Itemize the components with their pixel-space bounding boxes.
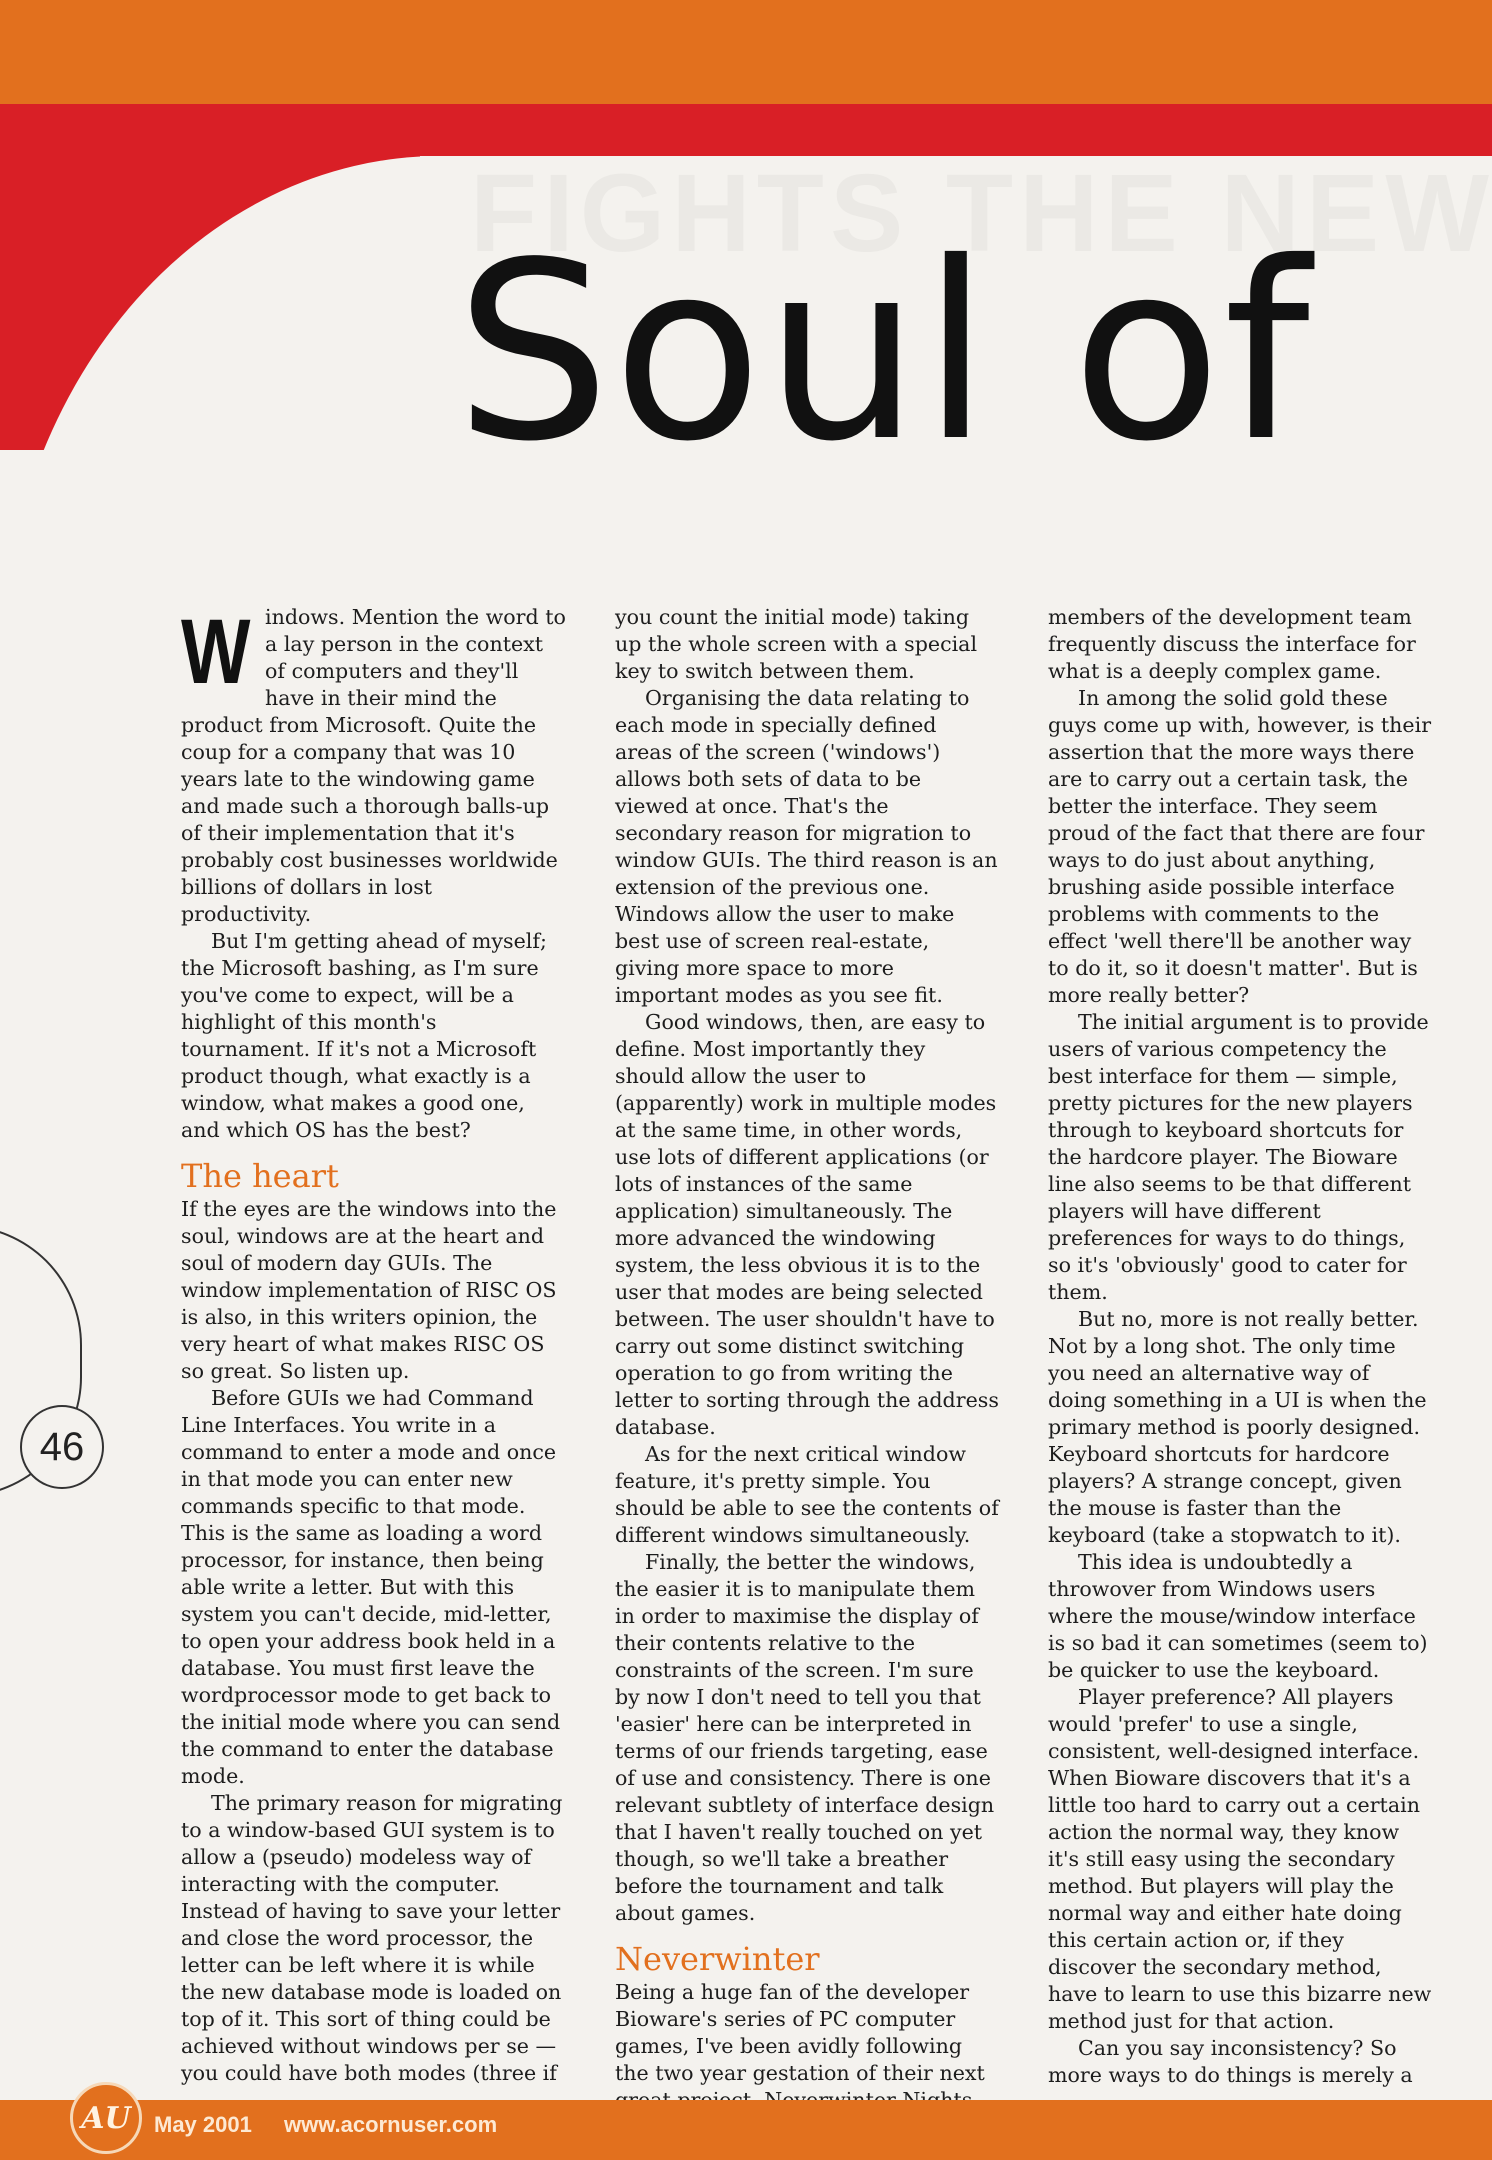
paragraph: But I'm getting ahead of myself; the Microsoft bashing, as I'm sure you've come to expect, will be a highlight of this month's tournament. If it's not a Microsoft product though, what exactly is a window, what makes a good one, and which OS has the best? — [181, 929, 547, 1142]
paragraph: indows. Mention the word to a lay person in the context of computers and they'll have in their mind the product from Microsoft. Quite the coup for a company that was 10 years late to the windowing game and made such a thorough balls-up of their implementation that it's probably cost businesses worldwide billions of dollars in lost productivity. — [181, 605, 566, 926]
drop-cap: W — [181, 601, 251, 703]
paragraph: The initial argument is to provide users of various competency the best interface for them — simple, pretty pictures for the new players through to keyboard shortcuts for the hardcore player. The Bioware line also seems to be that different players will have different preferences for ways to do things, so it's 'obviously' good to cater for them. — [1048, 1010, 1429, 1304]
paragraph: Before GUIs we had Command Line Interfaces. You write in a command to enter a mode and once in that mode you can enter new commands specific to that mode. This is the same as loading a word processor, for instance, then being able write a letter. But with this system you can't decide, mid-letter, to open your address book held in a database. You must first leave the wordprocessor mode to get back to the initial mode where you can send the command to enter the database mode. — [181, 1386, 561, 1788]
article-column-3 — [1048, 604, 1433, 2089]
paragraph: If the eyes are the windows into the soul, windows are at the heart and soul of modern day GUIs. The window implementation of RISC OS is also, in this writers opinion, the very heart of what makes RISC OS so great. So listen up. — [181, 1197, 557, 1383]
article-column-2 — [615, 604, 1000, 2141]
paragraph: Organising the data relating to each mode in specially defined areas of the screen ('windows') allows both sets of data to be viewed at once. That's the secondary reason for migration to window GUIs. The third reason is an extension of the previous one. Windows allow the user to make best use of screen real-estate, giving more space to more important modes as you see fit. — [615, 686, 998, 1007]
paragraph: Good windows, then, are easy to define. Most importantly they should allow the user to (apparently) work in multiple modes at the same time, in other words, use lots of different applications (or lots of instances of the same application) simultaneously. The more advanced the windowing system, the less obvious it is to the user that modes are being selected between. The user shouldn't have to carry out some distinct switching operation to go from writing the letter to sorting through the address database. — [615, 1010, 999, 1439]
paragraph: This idea is undoubtedly a throwover from Windows users where the mouse/window interface is so bad it can sometimes (seem to) be quicker to use the keyboard. — [1048, 1550, 1428, 1682]
footer-text — [154, 2112, 523, 2138]
paragraph: Can you say inconsistency? So more ways to do things is merely a — [1048, 2036, 1413, 2087]
subheading-neverwinter: Neverwinter — [615, 1940, 820, 1978]
top-orange-band — [0, 0, 1492, 104]
paragraph: As for the next critical window feature, it's pretty simple. You should be able to see the contents of different windows simultaneously. — [615, 1442, 999, 1547]
paragraph: Player preference? All players would 'prefer' to use a single, consistent, well-designed interface. When Bioware discovers that it's a little too hard to carry out a certain action the normal way, they know it's still easy using the secondary method. But players will play the normal way and either hate doing this certain action or, if they discover the secondary method, have to learn to use this bizarre new method just for that action. — [1048, 1685, 1432, 2033]
article-column-1 — [181, 601, 566, 2087]
issue-date: May 2001 — [154, 2112, 252, 2137]
paragraph: But no, more is not really better. Not by a long shot. The only time you need an alternative way of doing something in a UI is when the primary method is poorly designed. Keyboard shortcuts for hardcore players? A strange concept, given the mouse is faster than the keyboard (take a stopwatch to it). — [1048, 1307, 1427, 1547]
paragraph: members of the development team frequently discuss the interface for what is a deeply complex game. — [1048, 605, 1416, 683]
page-number: 46 — [20, 1405, 104, 1489]
paragraph: Finally, the better the windows, the easier it is to manipulate them in order to maximise the display of their contents relative to the constraints of the screen. I'm sure by now I don't need to tell you that 'easier' here can be interpreted in terms of our friends targeting, ease of use and consistency. There is one relevant subtlety of interface design that I haven't really touched on yet though, so we'll take a breather before the tournament and talk about games. — [615, 1550, 995, 1925]
paragraph: The primary reason for migrating to a window-based GUI system is to allow a (pseudo) modeless way of interacting with the computer. Instead of having to save your letter and close the word processor, the letter can be left where it is while the new database mode is loaded on top of it. This sort of thing could be achieved without windows per se — you could have both modes (three if — [181, 1791, 563, 2085]
article-title: Soul of — [455, 210, 1312, 495]
paragraph: In among the solid gold these guys come up with, however, is their assertion that the more ways there are to carry out a certain task, the better the interface. They seem proud of the fact that there are four ways to do just about anything, brushing aside possible interface problems with comments to the effect 'well there'll be another way to do it, so it doesn't matter'. But is more really better? — [1048, 686, 1432, 1007]
subheading-the-heart: The heart — [181, 1157, 339, 1195]
paragraph: you count the initial mode) taking up the whole screen with a special key to switch between them. — [615, 605, 978, 683]
paragraph: Being a huge fan of the developer Bioware's series of PC computer games, I've been avidly following the two year gestation of their next — [615, 1980, 985, 2085]
website-link[interactable]: www.acornuser.com — [283, 2112, 498, 2137]
acorn-user-logo: AU — [70, 2082, 142, 2154]
top-red-band — [0, 104, 1492, 156]
